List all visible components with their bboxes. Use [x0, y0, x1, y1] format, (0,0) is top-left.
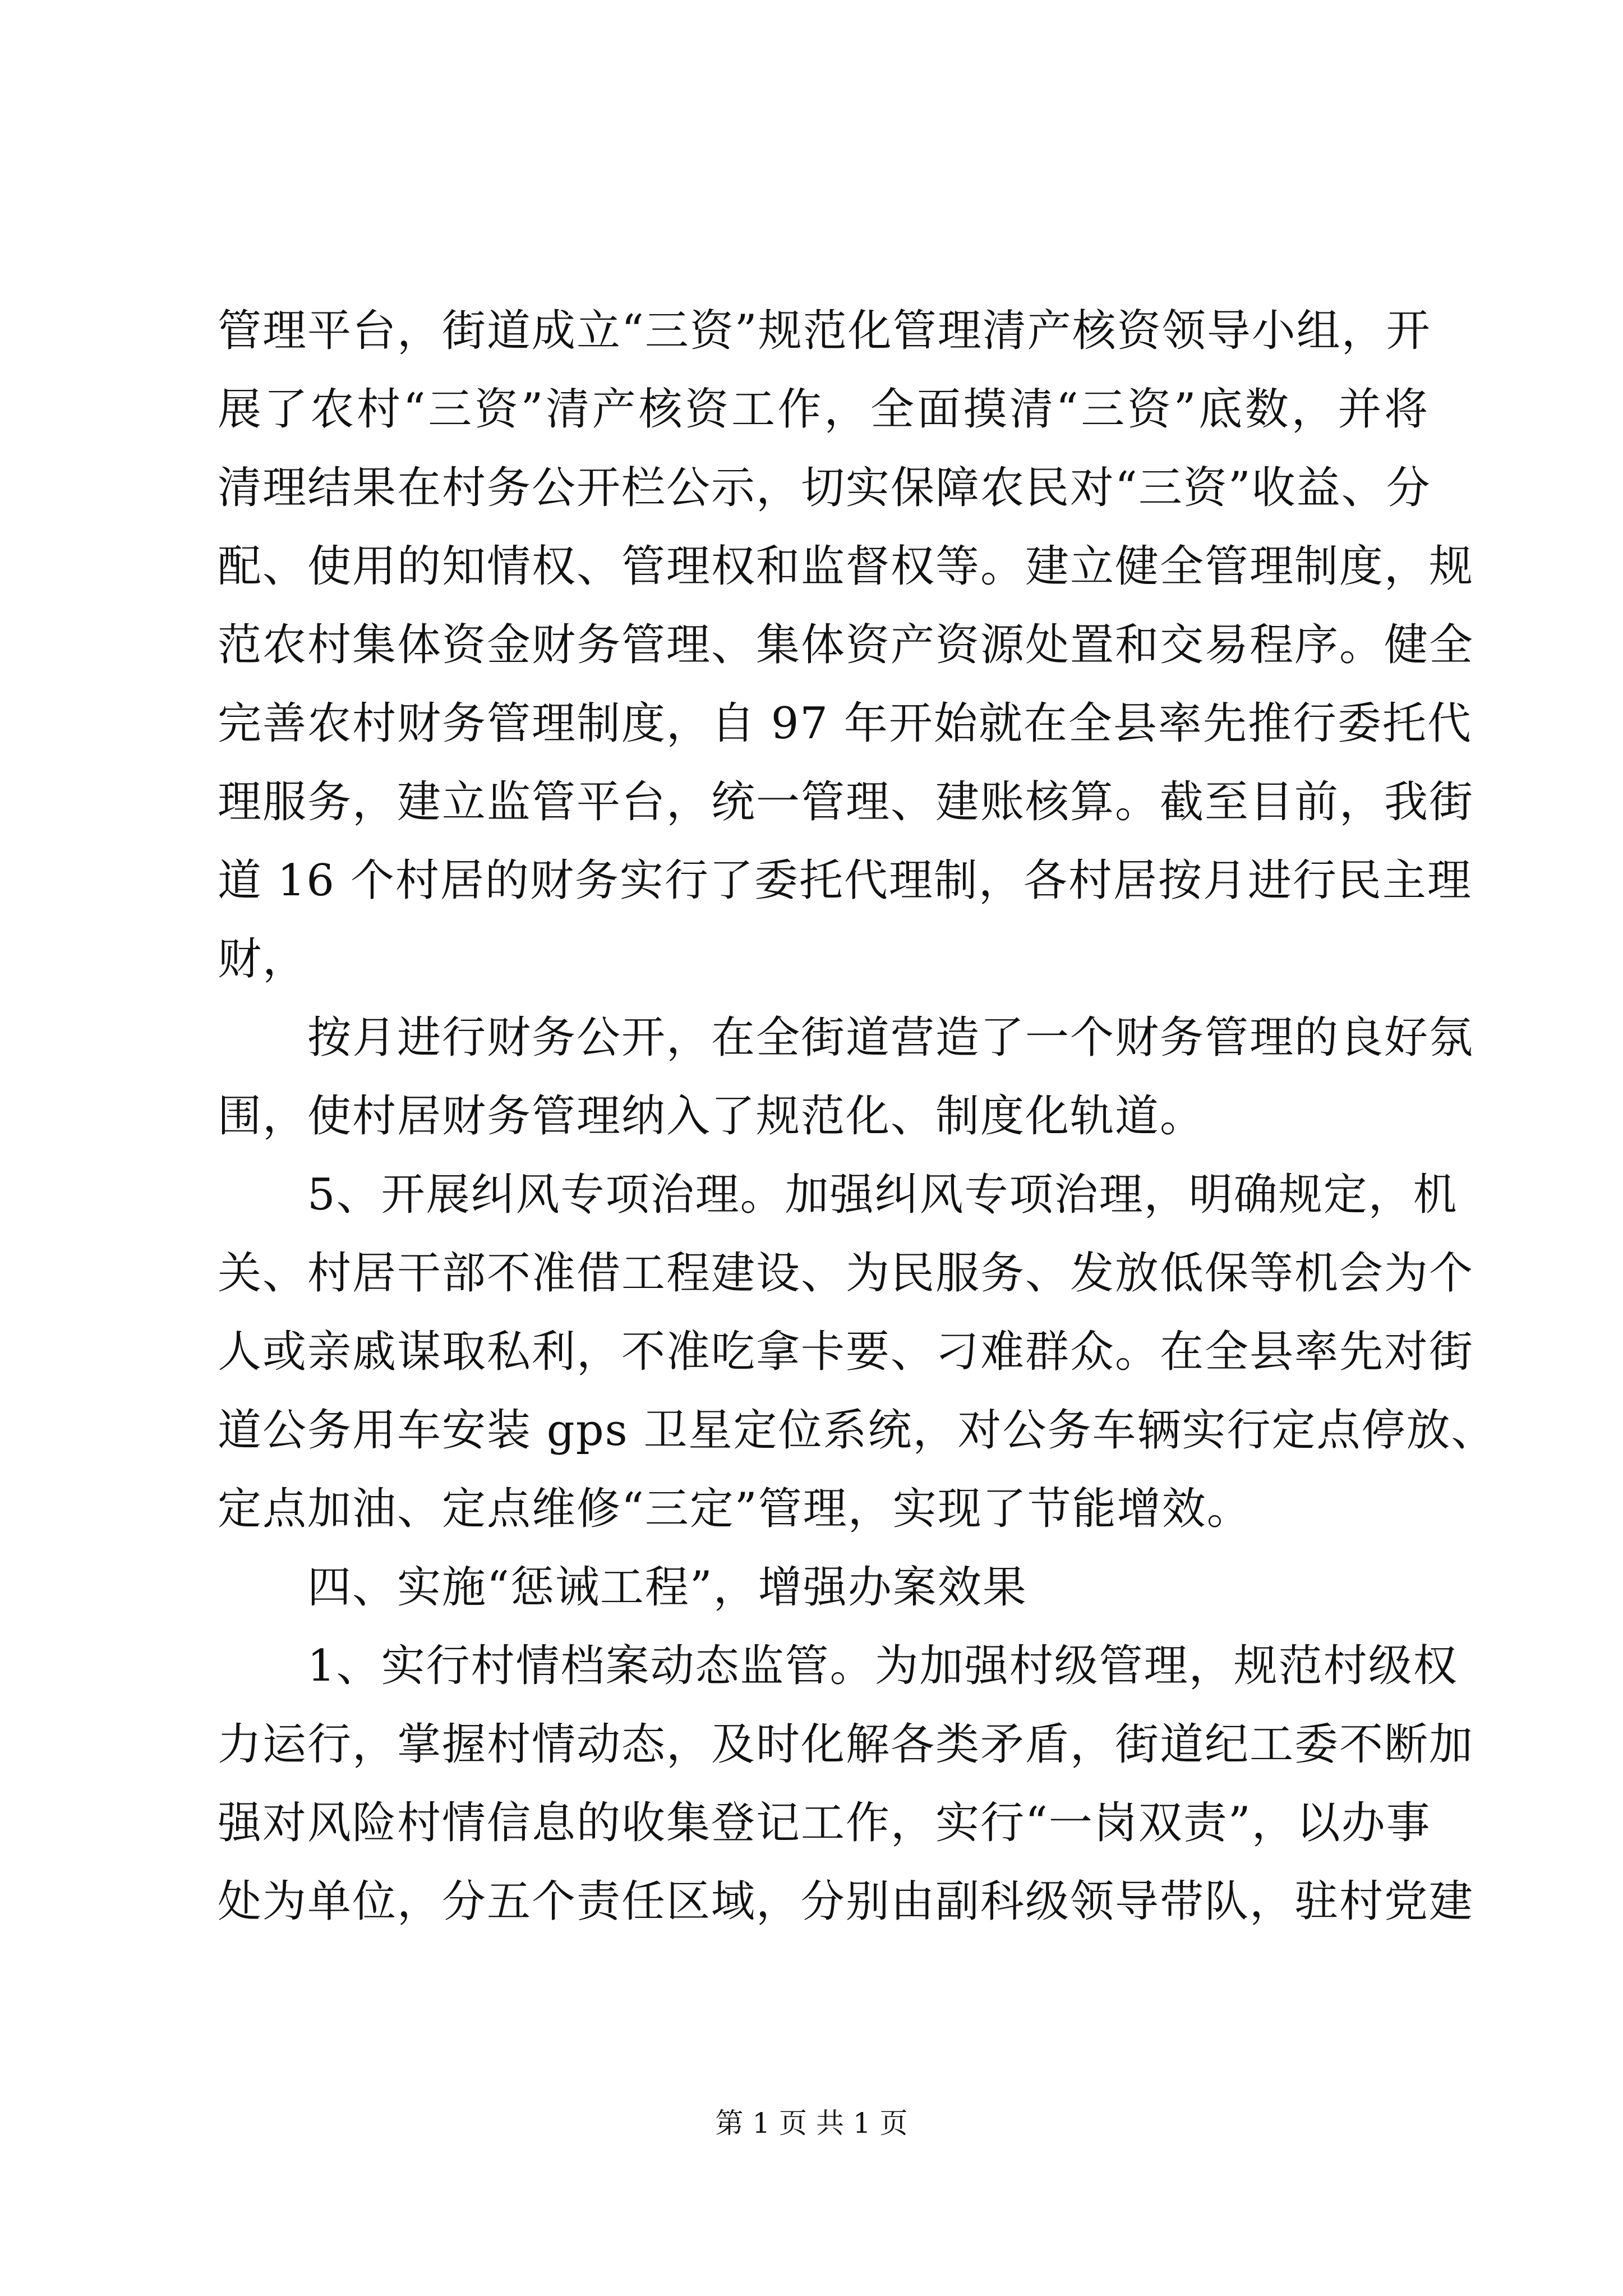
text-line: 道 16 个村居的财务实行了委托代理制，各村居按月进行民主理: [218, 855, 1472, 906]
text-line: 围，使村居财务管理纳入了规范化、制度化轨道。: [218, 1091, 1205, 1142]
text-line: 强对风险村情信息的收集登记工作，实行“一岗双责”，以办事: [218, 1798, 1431, 1848]
page-footer: 第 1 页 共 1 页: [715, 2107, 908, 2139]
text-line: 道公务用车安装 gps 卫星定位系统，对公务车辆实行定点停放、: [218, 1405, 1496, 1456]
text-line: 财，: [218, 934, 308, 984]
text-line: 理服务，建立监管平台，统一管理、建账核算。截至目前，我街: [218, 777, 1474, 827]
paragraph-first-line: 按月进行财务公开，在全街道营造了一个财务管理的良好氛: [307, 1013, 1474, 1063]
text-line: 人或亲戚谋取私利，不准吃拿卡要、刁难群众。在全县率先对街: [218, 1327, 1474, 1377]
paragraph-first-line: 5、开展纠风专项治理。加强纠风专项治理，明确规定，机: [307, 1170, 1458, 1220]
text-line: 力运行，掌握村情动态，及时化解各类矛盾，街道纪工委不断加: [218, 1719, 1474, 1770]
text-line: 定点加油、定点维修“三定”管理，实现了节能增效。: [218, 1484, 1252, 1534]
text-line: 展了农村“三资”清产核资工作，全面摸清“三资”底数，并将: [218, 384, 1429, 435]
text-line: 关、村居干部不准借工程建设、为民服务、发放低保等机会为个: [218, 1248, 1474, 1299]
text-line: 完善农村财务管理制度，自 97 年开始就在全县率先推行委托代: [218, 698, 1472, 749]
text-line: 清理结果在村务公开栏公示，切实保障农民对“三资”收益、分: [218, 463, 1431, 513]
text-line: 配、使用的知情权、管理权和监督权等。建立健全管理制度，规: [218, 541, 1474, 592]
section-heading: 四、实施“惩诫工程”，增强办案效果: [307, 1562, 1027, 1613]
text-line: 处为单位，分五个责任区域，分别由副科级领导带队，驻村党建: [218, 1876, 1474, 1927]
text-line: 管理平台，街道成立“三资”规范化管理清产核资领导小组，开: [218, 306, 1431, 356]
body-text: [218, 292, 1496, 1941]
paragraph-first-line: 1、实行村情档案动态监管。为加强村级管理，规范村级权: [307, 1641, 1458, 1691]
text-line: 范农村集体资金财务管理、集体资产资源处置和交易程序。健全: [218, 620, 1474, 670]
